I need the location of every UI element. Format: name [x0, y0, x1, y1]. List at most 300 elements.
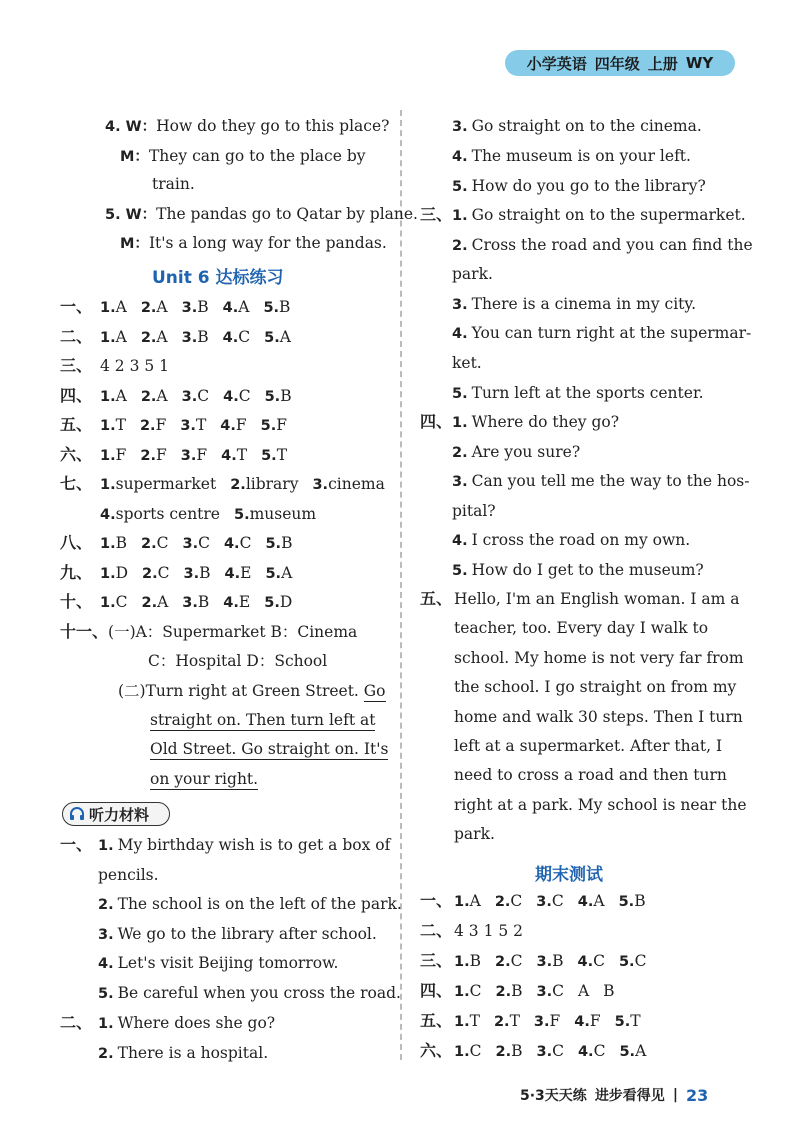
answer-row: [420, 951, 660, 972]
dialogue-line: 5. W：The pandas go to Qatar by plane.: [105, 205, 418, 223]
listening-line: [98, 983, 401, 1004]
answer-item: [495, 1041, 536, 1062]
line-text: ket.: [452, 354, 482, 372]
answer-number: 3.: [181, 300, 198, 316]
answer-item: [265, 533, 306, 554]
answer-number: 1.: [100, 329, 116, 346]
answer-value: B: [197, 327, 209, 346]
dialogue-line: M：They can go to the place by: [120, 147, 366, 165]
answer-row: [60, 297, 304, 318]
passage-line: school. My home is not very far from: [454, 648, 744, 667]
row-label: 四、: [420, 981, 453, 1000]
line-number: 1.: [98, 1016, 114, 1032]
answer-value: F: [589, 1012, 601, 1030]
answer-number: 5.: [264, 595, 280, 611]
answer-value: D: [279, 593, 293, 611]
line-number: 5.: [452, 178, 468, 195]
line-text: pencils.: [98, 865, 159, 884]
answer-item: [100, 386, 141, 407]
passage-line: park.: [454, 825, 495, 844]
answer-number: 5.: [264, 329, 280, 346]
answer-number: 1.: [454, 984, 470, 1000]
answer-row: [420, 891, 660, 912]
answer-item: [578, 981, 603, 1002]
answer-value: C: [634, 952, 647, 970]
listening-sec4-label: 四、: [420, 412, 453, 431]
answer-number: 4.: [223, 595, 239, 611]
line-text: Where do they go?: [471, 413, 620, 431]
row-label: 五、: [60, 415, 93, 434]
answer-value: B: [197, 298, 209, 316]
row-label: 六、: [420, 1041, 453, 1060]
answer-item: [536, 891, 577, 912]
answer-number: 3.: [180, 418, 196, 434]
answer-value: C: [510, 892, 523, 910]
answer-item: [221, 445, 261, 466]
line-text: Cross the road and you can find the: [471, 235, 753, 254]
answer-item: [140, 445, 180, 466]
header-badge: [505, 50, 735, 76]
answer-value: museum: [249, 504, 317, 523]
answer-number: 2.: [140, 388, 157, 405]
answer-value: cinema: [328, 475, 385, 493]
answer-number: 1.: [454, 954, 470, 970]
line-text: How do I get to the museum?: [471, 561, 704, 579]
line-text: How do you go to the library?: [471, 176, 706, 195]
answer-item: [454, 891, 495, 912]
answer-value: A: [157, 593, 169, 611]
row-label: 五、: [420, 1011, 453, 1030]
answer-row: [60, 356, 183, 377]
answer-number: 5.: [265, 565, 282, 582]
answer-number: 5.: [263, 300, 280, 316]
line-number: 4.: [452, 326, 468, 343]
answer-number: 4.: [222, 300, 239, 316]
answer-number: 1.: [100, 388, 116, 405]
listening-line: [452, 264, 493, 284]
listening-sec3-label: 三、: [420, 205, 453, 224]
line-text: park.: [452, 265, 493, 284]
answer-value: 4 2 3 5 1: [100, 357, 170, 375]
answer-number: 5.: [234, 506, 250, 523]
listening-line: [98, 865, 159, 885]
answer-value: C: [156, 534, 169, 552]
answer-value: E: [238, 593, 251, 611]
answer-item: [454, 1011, 494, 1032]
listening-line: [452, 412, 619, 433]
answer-value: A: [115, 298, 127, 316]
answer-item: [223, 297, 264, 318]
line-number: 1.: [452, 415, 468, 431]
answer-number: 2.: [139, 418, 156, 434]
answer-value: A: [238, 298, 250, 316]
answer-value: B: [199, 563, 211, 582]
q11-part1-a: 十一、(一)A：Supermarket B：Cinema: [60, 622, 358, 641]
line-number: 4.: [452, 148, 468, 165]
answer-item: [140, 415, 180, 436]
answer-item: [141, 297, 182, 318]
answer-item: [223, 327, 264, 348]
answer-value: A: [156, 298, 168, 316]
q11-part2-line: straight on. Then turn left at: [150, 711, 376, 729]
answer-item: [536, 951, 577, 972]
answer-number: 3.: [181, 329, 198, 346]
answer-item: [264, 592, 306, 613]
answer-value: 4 3 1 5 2: [454, 922, 524, 940]
answer-item: [141, 386, 182, 407]
answer-value: D: [115, 563, 129, 582]
answer-value: C: [469, 982, 482, 1000]
answer-number: 4.: [577, 1044, 594, 1060]
answer-value: A: [577, 982, 590, 1000]
answer-item: [223, 592, 264, 613]
answer-number: 2.: [495, 1044, 512, 1060]
answer-value: T: [236, 445, 248, 464]
answer-value: C: [238, 386, 251, 405]
answer-item: [265, 563, 306, 584]
answer-value: T: [630, 1012, 641, 1030]
line-text: There is a hospital.: [117, 1043, 269, 1062]
row-label: 二、: [60, 326, 93, 346]
answer-number: 4.: [221, 447, 237, 464]
answer-item: [100, 297, 141, 318]
answer-item: [182, 533, 223, 554]
line-text: Let's visit Beijing tomorrow.: [117, 954, 339, 973]
line-text: Where does she go?: [117, 1014, 276, 1032]
answer-item: [536, 1041, 577, 1062]
answer-value: C: [197, 386, 210, 405]
answer-value: B: [279, 298, 291, 316]
footer-separator: |: [672, 1087, 678, 1103]
answer-number: 4.: [223, 536, 240, 552]
row-label: 三、: [420, 951, 453, 970]
answer-value: A: [281, 563, 293, 582]
answer-number: 3.: [182, 536, 199, 552]
answer-item: [182, 297, 223, 318]
answer-number: 3.: [533, 1014, 550, 1030]
volume-label: 上册: [647, 54, 678, 73]
answer-item: [454, 921, 537, 942]
answer-value: C: [469, 1042, 482, 1060]
answer-item: [261, 415, 301, 436]
listening-line: [98, 1043, 268, 1064]
passage-line: teacher, too. Every day I walk to: [454, 619, 709, 638]
row-label: 十、: [60, 592, 93, 611]
answer-number: 4.: [577, 894, 594, 910]
answer-item: [494, 1011, 534, 1032]
answer-row: [420, 981, 629, 1002]
footer: [520, 1085, 708, 1105]
final-test-title: 期末测试: [535, 865, 603, 885]
answer-number: 2.: [495, 954, 511, 970]
answer-row: [420, 1011, 655, 1032]
line-text: Are you sure?: [471, 442, 581, 461]
answer-item: [578, 891, 619, 912]
listening-line: [452, 323, 751, 344]
answer-number: 2.: [141, 536, 157, 552]
answer-value: T: [195, 416, 207, 434]
line-text: Can you tell me the way to the hos-: [471, 472, 750, 491]
answer-number: 4.: [574, 1014, 590, 1030]
answer-value: E: [240, 563, 252, 582]
answer-number: 4.: [577, 954, 594, 970]
answer-item: [619, 951, 660, 972]
answer-item: [454, 981, 495, 1002]
row-label: 六、: [60, 444, 93, 464]
answer-row: [60, 327, 305, 348]
answer-row: [60, 592, 306, 613]
line-number: 4.: [452, 533, 468, 550]
answer-number: 5.: [260, 418, 277, 434]
dialogue-line: train.: [152, 175, 195, 193]
line-number: 3.: [452, 474, 468, 491]
answer-item: [261, 445, 301, 466]
line-text: Be careful when you cross the road.: [117, 984, 401, 1002]
listening-line: [452, 442, 580, 463]
listening-sec5-label: 五、: [420, 589, 453, 608]
answer-item: [619, 1041, 660, 1062]
listening-line: [452, 530, 690, 551]
line-number: 3.: [452, 296, 468, 313]
answer-value: C: [552, 982, 564, 1000]
line-text: I cross the road on my own.: [471, 531, 691, 550]
answer-item: [100, 327, 141, 348]
answer-number: 5.: [265, 536, 282, 552]
answer-value: T: [509, 1012, 520, 1030]
answer-item: [142, 563, 183, 584]
line-text: We go to the library after school.: [117, 924, 377, 943]
answer-number: 5.: [614, 1014, 631, 1030]
passage-line: need to cross a road and then turn: [454, 766, 727, 785]
subject-label: 小学英语: [526, 54, 587, 73]
answer-number: 3.: [183, 565, 200, 582]
answer-number: 4.: [223, 388, 239, 405]
answer-item: [225, 563, 266, 584]
answer-value: C: [239, 534, 252, 552]
answer-number: 4.: [222, 329, 239, 346]
answer-number: 3.: [181, 388, 198, 405]
listening-line: [452, 146, 691, 167]
listening-line: [452, 471, 749, 492]
answer-value: T: [115, 416, 126, 434]
listening-line: [452, 205, 746, 226]
q11-part1-b: C：Hospital D：School: [148, 652, 328, 670]
answer-number: 1.: [454, 1014, 470, 1030]
answer-number: 3.: [536, 1044, 553, 1060]
line-number: 3.: [98, 926, 114, 943]
answer-number: 1.: [100, 418, 116, 434]
answer-item: [265, 386, 306, 407]
answer-item: [615, 1011, 655, 1032]
answer-item: [534, 1011, 574, 1032]
line-number: 5.: [452, 385, 468, 402]
line-number: 2.: [452, 444, 468, 461]
answer-number: 1.: [100, 300, 116, 316]
answer-item: [100, 533, 141, 554]
answer-value: A: [593, 892, 605, 910]
answer-value: A: [156, 386, 168, 405]
line-text: The museum is on your left.: [471, 146, 691, 165]
answer-item: [100, 563, 142, 584]
answer-item: [454, 1041, 495, 1062]
answer-number: 4.: [220, 418, 236, 434]
line-number: 5.: [98, 986, 114, 1002]
answer-number: 3.: [312, 477, 329, 493]
answer-item: [577, 951, 618, 972]
answer-number: 1.: [100, 477, 116, 493]
passage-line: Hello, I'm an English woman. I am a: [454, 590, 740, 608]
answer-number: 3.: [536, 894, 552, 910]
answer-value: sports centre: [115, 504, 220, 523]
answer-number: 5.: [261, 447, 277, 464]
row-label: 七、: [60, 474, 93, 493]
answer-row: [420, 921, 537, 942]
answer-item: [141, 327, 182, 348]
listening-title: 听力材料: [89, 805, 150, 824]
line-text: Turn left at the sports center.: [471, 383, 704, 402]
answer-value: C: [157, 563, 170, 582]
row-label: 二、: [420, 921, 453, 940]
listening-line: [452, 176, 706, 197]
answer-item: [100, 504, 234, 525]
listening-line: [452, 501, 496, 521]
answer-number: 3.: [536, 984, 553, 1000]
answer-item: [603, 981, 628, 1002]
answer-item: [264, 327, 305, 348]
answer-item: [230, 474, 312, 495]
answer-value: B: [115, 534, 127, 552]
answer-number: 3.: [182, 595, 198, 611]
answer-value: C: [551, 892, 564, 910]
listening-line: [452, 116, 702, 137]
line-number: 2.: [98, 1045, 114, 1062]
page-number: 23: [685, 1085, 709, 1105]
answer-value: A: [635, 1042, 647, 1060]
answer-value: F: [196, 445, 208, 464]
listening-line: [98, 953, 338, 974]
line-text: pital?: [452, 501, 496, 520]
line-text: My birthday wish is to get a box of: [117, 836, 391, 854]
answer-item: [234, 504, 330, 525]
listening-line: [452, 383, 704, 404]
listening-line: [98, 924, 377, 945]
answer-value: A: [469, 892, 481, 910]
line-number: 1.: [452, 208, 468, 224]
line-text: The school is on the left of the park.: [117, 895, 402, 914]
answer-row: [420, 1041, 660, 1062]
answer-value: T: [469, 1012, 480, 1030]
answer-number: 5.: [618, 894, 635, 910]
answer-item: [100, 356, 183, 377]
line-number: 3.: [452, 119, 468, 135]
listening-line: [452, 235, 753, 256]
answer-item: [495, 951, 536, 972]
passage-line: left at a supermarket. After that, I: [454, 737, 723, 755]
answer-value: F: [235, 416, 247, 434]
listening-sec2-label: 二、: [60, 1013, 93, 1032]
answer-value: B: [281, 534, 293, 552]
answer-number: 2.: [493, 1014, 510, 1030]
passage-line: home and walk 30 steps. Then I turn: [454, 707, 743, 726]
answer-row: [60, 504, 330, 525]
answer-number: 2.: [230, 477, 246, 493]
listening-sec1-label: 一、: [60, 835, 93, 854]
answer-number: 2.: [140, 329, 157, 346]
answer-item: [220, 415, 260, 436]
answer-item: [180, 415, 220, 436]
line-text: Go straight on to the supermarket.: [471, 206, 746, 224]
answer-number: 2.: [140, 447, 156, 464]
answer-item: [619, 891, 660, 912]
line-text: You can turn right at the supermar-: [471, 324, 752, 343]
answer-value: B: [603, 982, 615, 1000]
row-label: 一、: [60, 297, 93, 316]
dialogue-line: 4. W：How do they go to this place?: [105, 117, 390, 135]
answer-item: [141, 592, 182, 613]
answer-number: 5.: [264, 388, 281, 405]
answer-value: C: [510, 952, 523, 970]
headphones-icon: [69, 806, 85, 822]
listening-badge: [62, 802, 170, 826]
answer-number: 2.: [495, 984, 512, 1000]
dialogue-line: M：It's a long way for the pandas.: [120, 234, 387, 252]
answer-item: [312, 474, 398, 495]
answer-value: A: [156, 327, 168, 346]
answer-item: [578, 1041, 619, 1062]
answer-number: 5.: [619, 1044, 636, 1060]
answer-number: 4.: [224, 565, 241, 582]
answer-row: [60, 563, 306, 584]
answer-value: B: [469, 952, 481, 970]
listening-line: [98, 835, 390, 856]
answer-value: B: [634, 892, 646, 910]
answer-value: B: [197, 593, 210, 611]
answer-value: A: [115, 327, 127, 346]
unit6-title: Unit 6 达标练习: [152, 268, 284, 288]
answer-value: C: [198, 534, 210, 552]
answer-item: [100, 474, 230, 495]
answer-value: F: [276, 416, 288, 434]
answer-number: 1.: [100, 595, 116, 611]
answer-value: B: [511, 982, 523, 1000]
column-divider: [400, 110, 402, 1060]
answer-value: T: [276, 445, 288, 464]
answer-item: [182, 592, 223, 613]
line-number: 5.: [452, 563, 468, 579]
line-number: 4.: [98, 956, 114, 973]
line-text: There is a cinema in my city.: [471, 294, 697, 313]
answer-row: [60, 415, 301, 436]
answer-item: [100, 592, 141, 613]
answer-value: C: [593, 1042, 606, 1060]
answer-item: [182, 327, 223, 348]
q11-part2-line: (二)Turn right at Green Street. Go: [118, 682, 386, 700]
answer-value: supermarket: [115, 475, 217, 493]
answer-item: [224, 533, 265, 554]
footer-brand: 5·3天天练: [520, 1088, 587, 1104]
listening-line: [452, 294, 696, 315]
q11-part2-line: Old Street. Go straight on. It's: [150, 740, 389, 758]
footer-slogan: 进步看得见: [594, 1088, 665, 1104]
answer-item: [495, 891, 536, 912]
answer-item: [454, 951, 495, 972]
edition-label: WY: [685, 54, 714, 72]
answer-value: A: [115, 386, 127, 405]
line-number: 2.: [452, 237, 468, 254]
answer-value: F: [115, 445, 127, 464]
answer-item: [100, 445, 140, 466]
row-label: 四、: [60, 385, 93, 405]
